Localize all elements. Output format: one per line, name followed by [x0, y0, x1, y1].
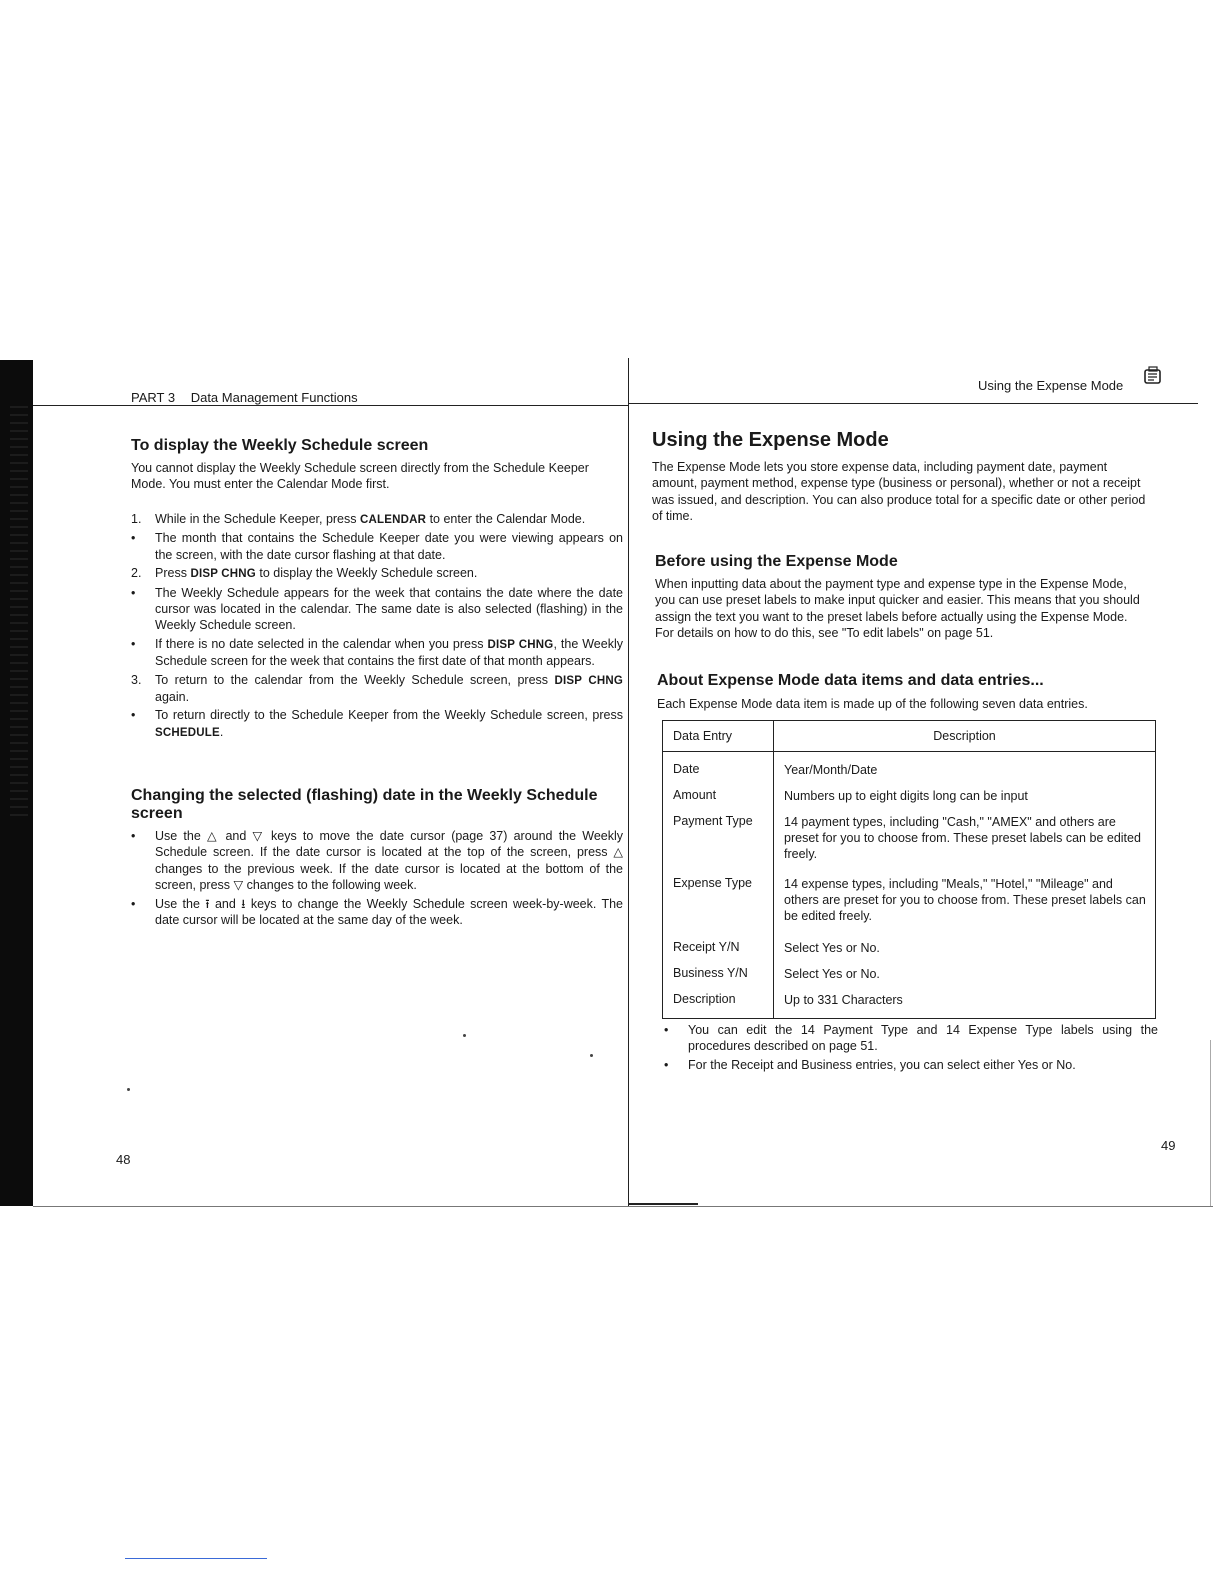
- table-cell-entry: Business Y/N: [663, 960, 774, 986]
- right-running-header: Using the Expense Mode: [978, 378, 1124, 393]
- bullet-text: Use the ⭱ and ⭳ keys to change the Weekly Schedule screen week-by-week. The date cursor will be located at the same day of the week.: [155, 896, 623, 928]
- scan-speck: [590, 1054, 593, 1057]
- instruction-step: [131, 672, 623, 706]
- table-cell-description: Select Yes or No.: [784, 967, 880, 981]
- bullet-text: Use the △ and ▽ keys to move the date cursor (page 37) around the Weekly Schedule screen. If the date cursor is located at the top of the screen, press △ changes to the previous week. If the date cursor is located at the bottom of the screen, press ▽ changes to the following week.: [155, 829, 623, 893]
- step-marker: •: [131, 636, 136, 651]
- step-marker: •: [131, 585, 136, 600]
- key-name: DISP CHNG: [554, 674, 623, 687]
- data-entry-table-frame: [662, 720, 1156, 1019]
- step-text: Press DISP CHNG to display the Weekly Schedule screen.: [155, 566, 478, 581]
- note-item: [664, 1057, 1158, 1073]
- expense-mode-icon: [1143, 366, 1163, 386]
- table-cell-entry: Payment Type: [663, 808, 774, 866]
- step-text: To return to the calendar from the Weekly Schedule screen, press DISP CHNG again.: [155, 672, 623, 705]
- left-header-rule: [33, 405, 628, 406]
- table-cell-entry: Amount: [663, 782, 774, 808]
- bullet-marker: •: [131, 896, 136, 911]
- step-text: The month that contains the Schedule Keeper date you were viewing appears on the screen, with the date cursor flashing at that date.: [155, 531, 623, 562]
- part-label: PART 3: [131, 390, 176, 405]
- table-row: [663, 808, 1155, 866]
- table-cell-description: Up to 331 Characters: [784, 993, 903, 1007]
- expense-mode-intro: The Expense Mode lets you store expense data, including payment date, payment amount, payment method, expense type (business or personal), whether or not a receipt was issued, and description. You can also produce total for a specific date or other period of time.: [652, 460, 1146, 524]
- bottom-gutter-mark: [628, 1203, 698, 1205]
- about-entries-text: Each Expense Mode data item is made up of the following seven data entries.: [657, 697, 1088, 711]
- scan-speck: [463, 1034, 466, 1037]
- note-text: You can edit the 14 Payment Type and 14 Expense Type labels using the procedures described on page 51.: [688, 1023, 1158, 1054]
- data-entry-table: [663, 721, 1155, 1018]
- table-row: [663, 960, 1155, 986]
- table-cell-entry: Expense Type: [663, 866, 774, 928]
- step-text: To return directly to the Schedule Keeper from the Weekly Schedule screen, press SCHEDULE.: [155, 708, 623, 739]
- table-cell-description: Numbers up to eight digits long can be input: [784, 789, 1028, 803]
- key-name: DISP CHNG: [487, 638, 554, 651]
- table-cell-description: 14 payment types, including "Cash," "AMEX" and others are preset for you to choose from. These preset labels can be edited freely.: [784, 815, 1141, 861]
- changing-date-heading: Changing the selected (flashing) date in the Weekly Schedule screen: [131, 787, 598, 822]
- bullet-marker: •: [131, 829, 136, 843]
- step-marker: 1.: [131, 512, 142, 526]
- table-row: [663, 866, 1155, 928]
- step-marker: 3.: [131, 672, 142, 687]
- instruction-step: [131, 636, 623, 670]
- step-text: The Weekly Schedule appears for the week that contains the date where the date cursor was located in the calendar. The same date is also selected (flashing) in the Weekly Schedule screen.: [155, 585, 623, 633]
- scan-speck: [127, 1088, 130, 1091]
- step-text: While in the Schedule Keeper, press CALENDAR to enter the Calendar Mode.: [155, 512, 586, 526]
- note-item: [664, 1022, 1158, 1055]
- changing-date-bullets: [131, 828, 623, 930]
- bottom-blue-line: [125, 1558, 267, 1559]
- table-row: [663, 928, 1155, 960]
- left-running-header: [131, 390, 358, 405]
- table-cell-entry: Receipt Y/N: [663, 928, 774, 960]
- scan-edge-shadow: [0, 360, 33, 1206]
- bullet-item: [131, 896, 623, 929]
- table-cell-description: Year/Month/Date: [784, 763, 878, 777]
- step-marker: 2.: [131, 566, 142, 581]
- page-number-right: 49: [1161, 1138, 1176, 1153]
- table-header-row: [663, 721, 1155, 752]
- instruction-step: [131, 707, 623, 741]
- weekly-schedule-steps: [131, 511, 623, 743]
- table-row: [663, 782, 1155, 808]
- weekly-schedule-intro: You cannot display the Weekly Schedule screen directly from the Schedule Keeper Mode. You must enter the Calendar Mode first.: [131, 461, 589, 492]
- step-marker: •: [131, 708, 136, 723]
- right-edge-line: [1210, 1040, 1211, 1206]
- weekly-schedule-heading: To display the Weekly Schedule screen: [131, 437, 429, 454]
- table-cell-entry: Date: [663, 752, 774, 783]
- table-row: [663, 986, 1155, 1018]
- table-row: [663, 752, 1155, 783]
- step-marker: •: [131, 531, 136, 546]
- before-using-text: When inputting data about the payment type and expense type in the Expense Mode, you can use preset labels to make input quicker and easier. This means that you should assign the text you want to the preset labels before actually using the Expense Mode. For details on how to do this, see "To edit labels" on page 51.: [655, 577, 1140, 641]
- expense-notes: [664, 1022, 1158, 1075]
- bullet-marker: •: [664, 1023, 669, 1037]
- instruction-step: [131, 530, 623, 563]
- key-name: CALENDAR: [359, 514, 427, 526]
- table-header-description: Description: [774, 721, 1156, 752]
- step-text: If there is no date selected in the calendar when you press DISP CHNG, the Weekly Schedule screen for the week that contains the first date of that month appears.: [155, 636, 623, 669]
- note-text: For the Receipt and Business entries, you can select either Yes or No.: [688, 1057, 1076, 1072]
- bullet-marker: •: [664, 1057, 669, 1072]
- right-header-rule: [628, 403, 1198, 404]
- key-name: SCHEDULE: [155, 726, 220, 739]
- instruction-step: [131, 511, 623, 528]
- bullet-item: [131, 828, 623, 894]
- before-using-heading: Before using the Expense Mode: [655, 553, 898, 570]
- table-header-entry: Data Entry: [663, 721, 774, 752]
- bottom-edge-line: [33, 1206, 1213, 1207]
- instruction-step: [131, 565, 623, 582]
- table-cell-description: Select Yes or No.: [784, 941, 880, 955]
- about-entries-heading: About Expense Mode data items and data entries...: [657, 672, 1044, 689]
- section-label: Data Management Functions: [190, 390, 358, 405]
- key-name: DISP CHNG: [190, 568, 256, 581]
- instruction-step: [131, 585, 623, 634]
- table-cell-entry: Description: [663, 986, 774, 1018]
- expense-mode-title: Using the Expense Mode: [652, 429, 889, 451]
- page-gutter-line: [628, 358, 629, 1206]
- table-cell-description: 14 expense types, including "Meals," "Hotel," "Mileage" and others are preset for you to choose from. These preset labels can be edited freely.: [784, 877, 1146, 923]
- page-number-left: 48: [116, 1152, 131, 1167]
